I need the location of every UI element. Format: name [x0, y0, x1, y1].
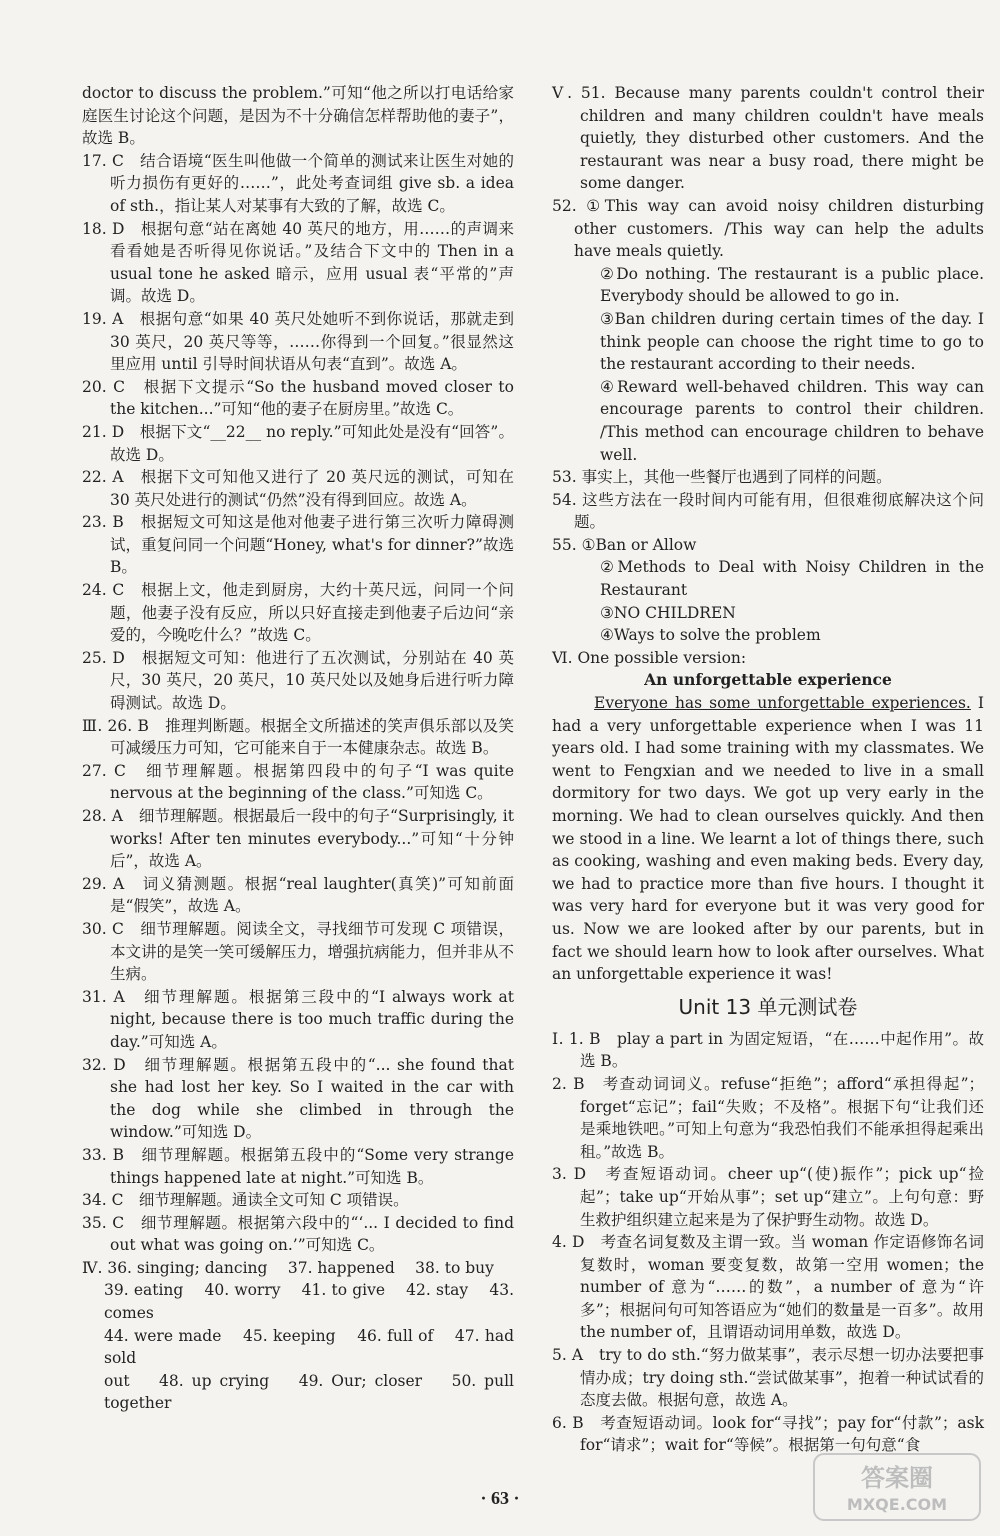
answer-item-left-17: 32. D 细节理解题。根据第五段中的“... she found that she had lost her key. So I waited in the car with the dog while she climbed in through the window.”可知选 D。 [82, 1055, 514, 1142]
unit-title: Unit 13 单元测试卷 [678, 994, 858, 1019]
left-column [82, 82, 514, 1415]
answer-item-left-21: Ⅳ. 36. singing; dancing 37. happened 38. to buy [82, 1258, 494, 1277]
answer-item-left-1: doctor to discuss the problem.”可知“他之所以打电话给家庭医生讨论这个问题，是因为不十分确信怎样帮助他的妻子”，故选 B。 [82, 84, 514, 148]
answer-item-left-7: 22. A 根据下文可知他又进行了 20 英尺远的测试，可知在 30 英尺处进行的测试“仍然”没有得到回应。故选 A。 [82, 468, 514, 509]
answer-item-left-12: 27. C 细节理解题。根据第四段中的句子“I was quite nervous at the beginning of the class.”可知选 C。 [82, 761, 514, 803]
essay-title: An unforgettable experience [644, 670, 892, 690]
answer-item-right-11: ④Ways to solve the problem [600, 626, 821, 645]
answer-item-right-10: ③NO CHILDREN [600, 603, 736, 622]
answer-item-left-24: out 48. up crying 49. Our; closer 50. pull together [104, 1371, 514, 1413]
answer-item-right-2: 52. ①This way can avoid noisy children disturbing other customers. /This way can help the adults have meals quietly. [552, 196, 984, 261]
answer-item-right-7: 54. 这些方法在一段时间内可能有用，但很难彻底解决这个问题。 [552, 490, 984, 532]
right-answers [552, 82, 984, 669]
answer-item-left-15: 30. C 细节理解题。阅读全文，寻找细节可发现 C 项错误，本文讲的是笑一笑可缓解压力，增强抗病能力，但并非从不生病。 [82, 919, 514, 984]
right-column [552, 82, 984, 1457]
answer-item-left-10: 25. D 根据短文可知：他进行了五次测试，分别站在 40 英尺，30 英尺，20 英尺，10 英尺处以及她身后进行听力障碍测试。故选 D。 [82, 648, 514, 713]
answer-item-left-9: 24. C 根据上文，他走到厨房，大约十英尺远，问同一个问题，他妻子没有反应，所以只好直接走到他妻子后边问“亲爱的，今晚吃什么？”故选 C。 [82, 581, 514, 645]
answer-item-right-3: ②Do nothing. The restaurant is a public place. Everybody should be allowed to go in. [600, 264, 984, 306]
watermark-logo [812, 1452, 982, 1522]
answer-item-right-4: ③Ban children during certain times of the day. I think people can choose the right time to go to the restaurant according to their needs. [600, 309, 984, 374]
answer-item-left-11: Ⅲ. 26. B 推理判断题。根据全文所描述的笑声俱乐部以及笑可减缓压力可知，它可能来自于一本健康杂志。故选 B。 [82, 716, 514, 758]
answer-item-right-12: Ⅵ. One possible version: [552, 648, 747, 667]
unit13-answer-5: 5. A try to do sth.“努力做某事”，表示尽想一切办法要把事情办成；try doing sth.“尝试做某事”，抱着一种试试看的态度去做。根据句意，故选 A。 [552, 1346, 984, 1410]
answer-item-left-6: 21. D 根据下文“__22__ no reply.”可知此处是没有“回答”。故选 D。 [82, 422, 514, 464]
page-number: · 63 · [480, 1488, 520, 1508]
answer-item-left-13: 28. A 细节理解题。根据最后一段中的句子“Surprisingly, it works! After ten minutes everybody...”可知“十分钟后”，故选 A。 [82, 807, 514, 871]
answer-item-right-5: ④Reward well-behaved children. This way can encourage parents to control their children. /This method can encourage children to behave well. [600, 377, 984, 464]
essay-body: I had a very unforgettable experience when I was 11 years old. I had some training with my classmates. We went to Fengxian and we needed to live in a small dormitory for two days. We got up very early in the morning. We had to clean ourselves quickly. And then we stood in a line. We learnt a lot of things there, such as cooking, washing and even making beds. Every day, we had to practice more than five hours. I thought it was very hard for everyone but it was very good for us. Now we are looked after by our parents, but in fact we should learn how to look after ourselves. What an unforgettable experience it was! [552, 694, 985, 984]
answer-item-right-1: Ⅴ. 51. Because many parents couldn't control their children and many children couldn't have meals quietly, they disturbed other customers. And the restaurant was near a busy road, there might be some danger. [552, 84, 984, 193]
unit13-answer-1: Ⅰ. 1. B play a part in 为固定短语，“在……中起作用”。故选 B。 [552, 1029, 984, 1071]
answer-item-left-14: 29. A 词义猜测题。根据“real laughter(真笑)”可知前面是“假笑”，故选 A。 [82, 874, 514, 916]
answer-item-left-5: 20. C 根据下文提示“So the husband moved closer to the kitchen...”可知“他的妻子在厨房里。”故选 C。 [82, 377, 514, 419]
unit13-answer-3: 3. D 考查短语动词。cheer up“(使)振作”；pick up“捡起”；take up“开始从事”；set up“建立”。上句句意：野生救护组织建立起来是为了保护野生动物。故选 D。 [552, 1165, 984, 1229]
unit13-answer-2: 2. B 考查动词词义。refuse“拒绝”；afford“承担得起”；forget“忘记”；fail“失败；不及格”。根据下句“让我们还是乘地铁吧。”可知上句意为“我恐怕我们不能承担得起乘出租。”故选 B。 [552, 1074, 984, 1161]
essay-first-sentence: Everyone has some unforgettable experiences. [594, 694, 971, 713]
answer-item-right-9: ②Methods to Deal with Noisy Children in the Restaurant [600, 558, 984, 600]
answer-item-left-8: 23. B 根据短文可知这是他对他妻子进行第三次听力障碍测试，重复问同一个问题“Honey, what's for dinner?”故选 B。 [82, 513, 514, 577]
answer-item-right-8: 55. ①Ban or Allow [552, 535, 697, 554]
answer-item-left-4: 19. A 根据句意“如果 40 英尺处她听不到你说话，那就走到 30 英尺，20 英尺等等，……你得到一个回复。”很显然这里应用 until 引导时间状语从句表“直到”。故选 A。 [82, 309, 514, 374]
answer-item-left-2: 17. C 结合语境“医生叫他做一个简单的测试来让医生对她的听力损伤有更好的……”，此处考查词组 give sb. a idea of sth.，指让某人对某事有大致的了解，故选 C。 [82, 151, 514, 215]
answer-item-left-18: 33. B 细节理解题。根据第五段中的“Some very strange things happened late at night.”可知选 B。 [82, 1145, 514, 1187]
answer-item-right-6: 53. 事实上，其他一些餐厅也遇到了同样的问题。 [552, 468, 892, 487]
answer-item-left-20: 35. C 细节理解题。根据第六段中的“‘... I decided to find out what was going on.’”可知选 C。 [82, 1213, 514, 1255]
watermark-domain: MXQE.COM [846, 1495, 948, 1514]
answer-item-left-23: 44. were made 45. keeping 46. full of 47. had sold [104, 1326, 514, 1368]
watermark-mark: 答案圈 [861, 1464, 933, 1492]
answer-item-left-16: 31. A 细节理解题。根据第三段中的“I always work at night, because there is too much traffic during the day.”可知选 A。 [82, 987, 514, 1051]
answer-item-left-3: 18. D 根据句意“站在离她 40 英尺的地方，用……的声调来看看她是否听得见你说话。”及结合下文中的 Then in a usual tone he asked 暗示，应用 usual 表“平常的”声调。故选 D。 [82, 219, 514, 306]
unit-answers [552, 1028, 984, 1457]
answer-item-left-19: 34. C 细节理解题。通读全文可知 C 项错误。 [82, 1191, 409, 1210]
unit13-answer-4: 4. D 考查名词复数及主谓一致。当 woman 作定语修饰名词复数时，woman 要变复数，故第一空用 women；the number of 意为“……的数”，a number of 意为“许多”；根据问句可知答语应为“她们的数量是一百多”。故用 the number of，且谓语动词用单数，故选 D。 [552, 1233, 984, 1342]
answer-item-left-22: 39. eating 40. worry 41. to give 42. stay 43. comes [104, 1281, 514, 1323]
essay-text [552, 692, 984, 986]
unit13-answer-6: 6. B 考查短语动词。look for“寻找”；pay for“付款”；ask for“请求”；wait for“等候”。根据第一句句意“食 [552, 1413, 984, 1455]
